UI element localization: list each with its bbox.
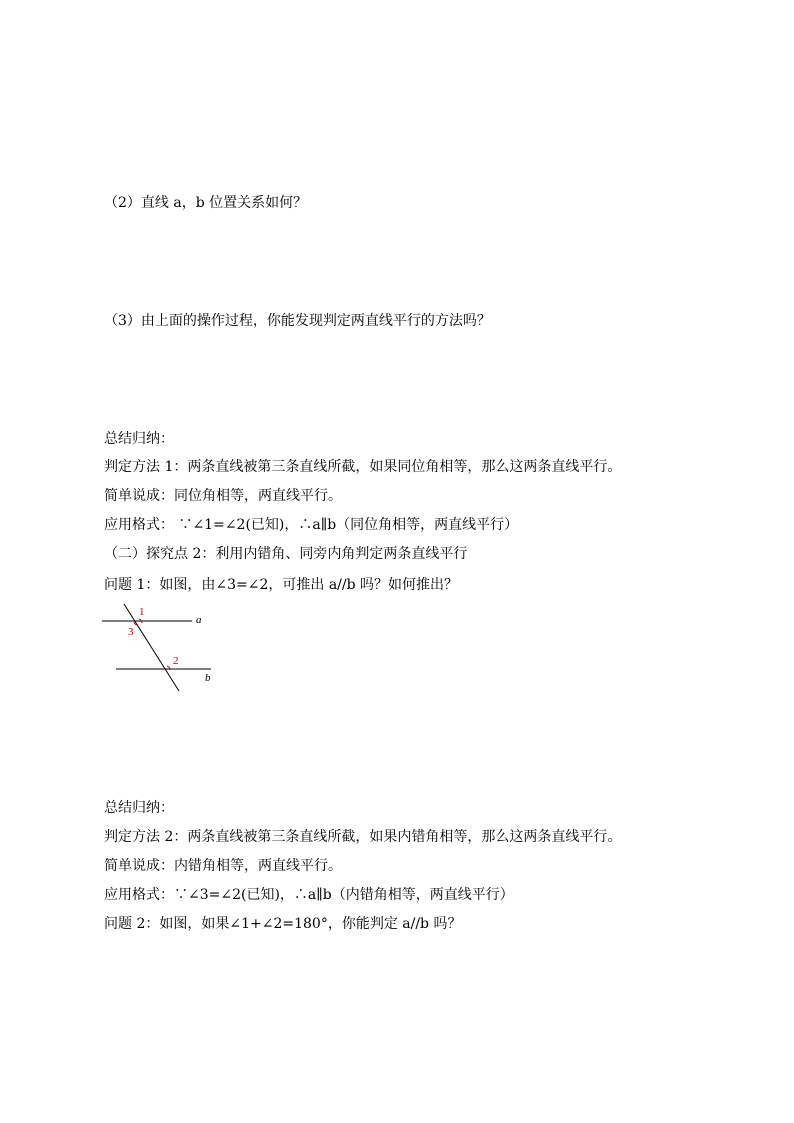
section-2-title: （二）探究点 2：利用内错角、同旁内角判定两条直线平行 bbox=[104, 546, 468, 562]
summary-1-method: 判定方法 1：两条直线被第三条直线所截，如果同位角相等，那么这两条直线平行。 bbox=[104, 459, 622, 475]
summary-1-format: 应用格式： ∵∠1=∠2(已知)，∴a∥b（同位角相等，两直线平行） bbox=[104, 517, 519, 533]
summary-2-short: 简单说成：内错角相等，两直线平行。 bbox=[104, 858, 342, 874]
summary-2-heading: 总结归纳： bbox=[104, 800, 174, 816]
angle-3-label: 3 bbox=[128, 626, 134, 638]
summary-2-method: 判定方法 2：两条直线被第三条直线所截，如果内错角相等，那么这两条直线平行。 bbox=[104, 829, 622, 845]
problem-2: 问题 2：如图，如果∠1+∠2=180°，你能判定 a//b 吗？ bbox=[104, 916, 462, 932]
angle-1-label: 1 bbox=[139, 606, 145, 618]
summary-2-format: 应用格式：∵∠3=∠2(已知)，∴a∥b（内错角相等，两直线平行） bbox=[104, 887, 514, 903]
line-a-label: a bbox=[196, 614, 202, 626]
angle-2-label: 2 bbox=[173, 655, 179, 667]
question-2: （2）直线 a，b 位置关系如何？ bbox=[104, 195, 308, 211]
summary-1-short: 简单说成：同位角相等，两直线平行。 bbox=[104, 488, 342, 504]
question-3: （3）由上面的操作过程，你能发现判定两直线平行的方法吗？ bbox=[104, 313, 491, 329]
transversal-line bbox=[124, 604, 179, 691]
parallel-lines-figure bbox=[96, 600, 221, 696]
problem-1: 问题 1：如图，由∠3=∠2，可推出 a//b 吗？如何推出？ bbox=[104, 577, 459, 593]
line-b-label: b bbox=[205, 672, 211, 684]
summary-1-heading: 总结归纳： bbox=[104, 431, 174, 447]
